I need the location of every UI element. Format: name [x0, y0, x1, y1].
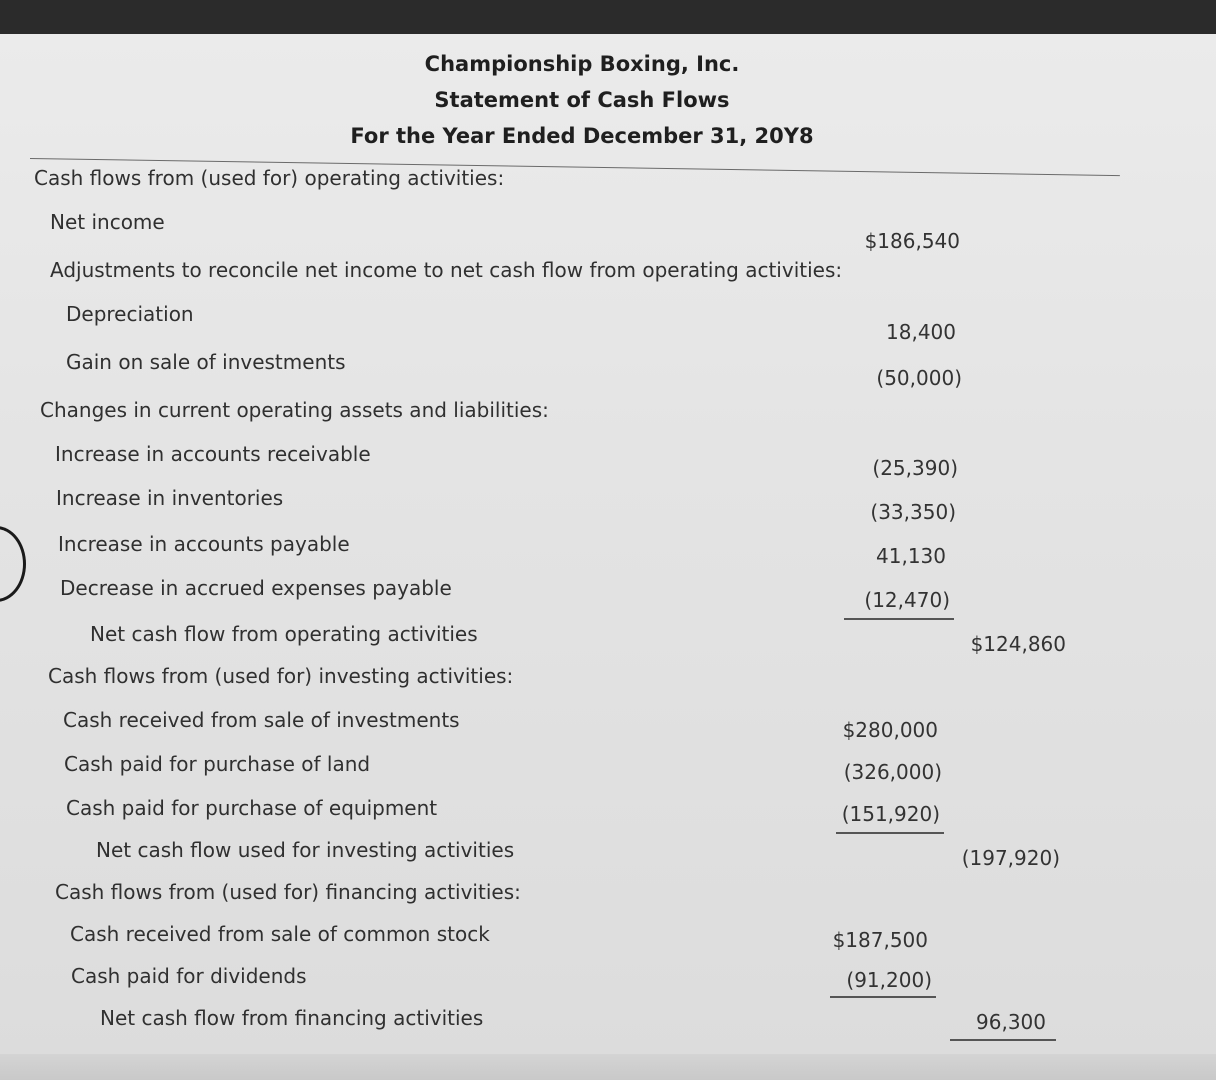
inventories-label: Increase in inventories [56, 486, 284, 510]
financing-heading: Cash flows from (used for) financing activities: [55, 880, 521, 904]
operating-heading: Cash flows from (used for) operating activities: [34, 166, 505, 190]
accounts-payable-value: 41,130 [876, 544, 946, 568]
net-operating-value: $124,860 [970, 632, 1066, 656]
purchase-equipment-value: (151,920) [841, 802, 940, 826]
depreciation-label: Depreciation [66, 302, 194, 326]
screen-bottom-band [0, 1054, 1216, 1080]
net-income-label: Net income [50, 210, 165, 234]
inventories-value: (33,350) [870, 500, 956, 524]
purchase-land-label: Cash paid for purchase of land [64, 752, 371, 776]
purchase-land-value: (326,000) [843, 760, 942, 784]
accounts-payable-label: Increase in accounts payable [58, 532, 350, 556]
company-name: Championship Boxing, Inc. [424, 52, 740, 76]
adjustments-label: Adjustments to reconcile net income to net cash flow from operating activities: [50, 258, 843, 282]
accrued-expenses-value: (12,470) [864, 588, 950, 612]
sale-of-investments-label: Cash received from sale of investments [63, 708, 460, 732]
investing-subtotal-underline [836, 832, 944, 834]
sale-common-stock-label: Cash received from sale of common stock [70, 922, 490, 946]
accrued-expenses-label: Decrease in accrued expenses payable [60, 576, 452, 600]
net-income-value: $186,540 [864, 229, 960, 253]
net-operating-label: Net cash flow from operating activities [90, 622, 478, 646]
accounts-receivable-label: Increase in accounts receivable [55, 442, 371, 466]
cash-flow-statement-screen [0, 34, 1216, 1080]
net-investing-label: Net cash flow used for investing activities [96, 838, 515, 862]
statement-title: Statement of Cash Flows [434, 88, 730, 112]
financing-total-underline [950, 1039, 1056, 1041]
dividends-label: Cash paid for dividends [71, 964, 307, 988]
purchase-equipment-label: Cash paid for purchase of equipment [66, 796, 438, 820]
accounts-receivable-value: (25,390) [872, 456, 958, 480]
cursor-arc-icon [0, 526, 26, 602]
financing-subtotal-underline [830, 996, 936, 998]
net-financing-value: 96,300 [976, 1010, 1046, 1034]
investing-heading: Cash flows from (used for) investing activities: [48, 664, 514, 688]
operating-subtotal-underline [844, 618, 954, 620]
statement-period: For the Year Ended December 31, 20Y8 [350, 124, 814, 148]
gain-on-investments-label: Gain on sale of investments [66, 350, 346, 374]
sale-of-investments-value: $280,000 [842, 718, 938, 742]
dividends-value: (91,200) [846, 968, 932, 992]
changes-heading: Changes in current operating assets and liabilities: [40, 398, 549, 422]
sale-common-stock-value: $187,500 [832, 928, 928, 952]
net-investing-value: (197,920) [961, 846, 1060, 870]
gain-on-investments-value: (50,000) [876, 366, 962, 390]
net-financing-label: Net cash flow from financing activities [100, 1006, 484, 1030]
depreciation-value: 18,400 [886, 320, 956, 344]
